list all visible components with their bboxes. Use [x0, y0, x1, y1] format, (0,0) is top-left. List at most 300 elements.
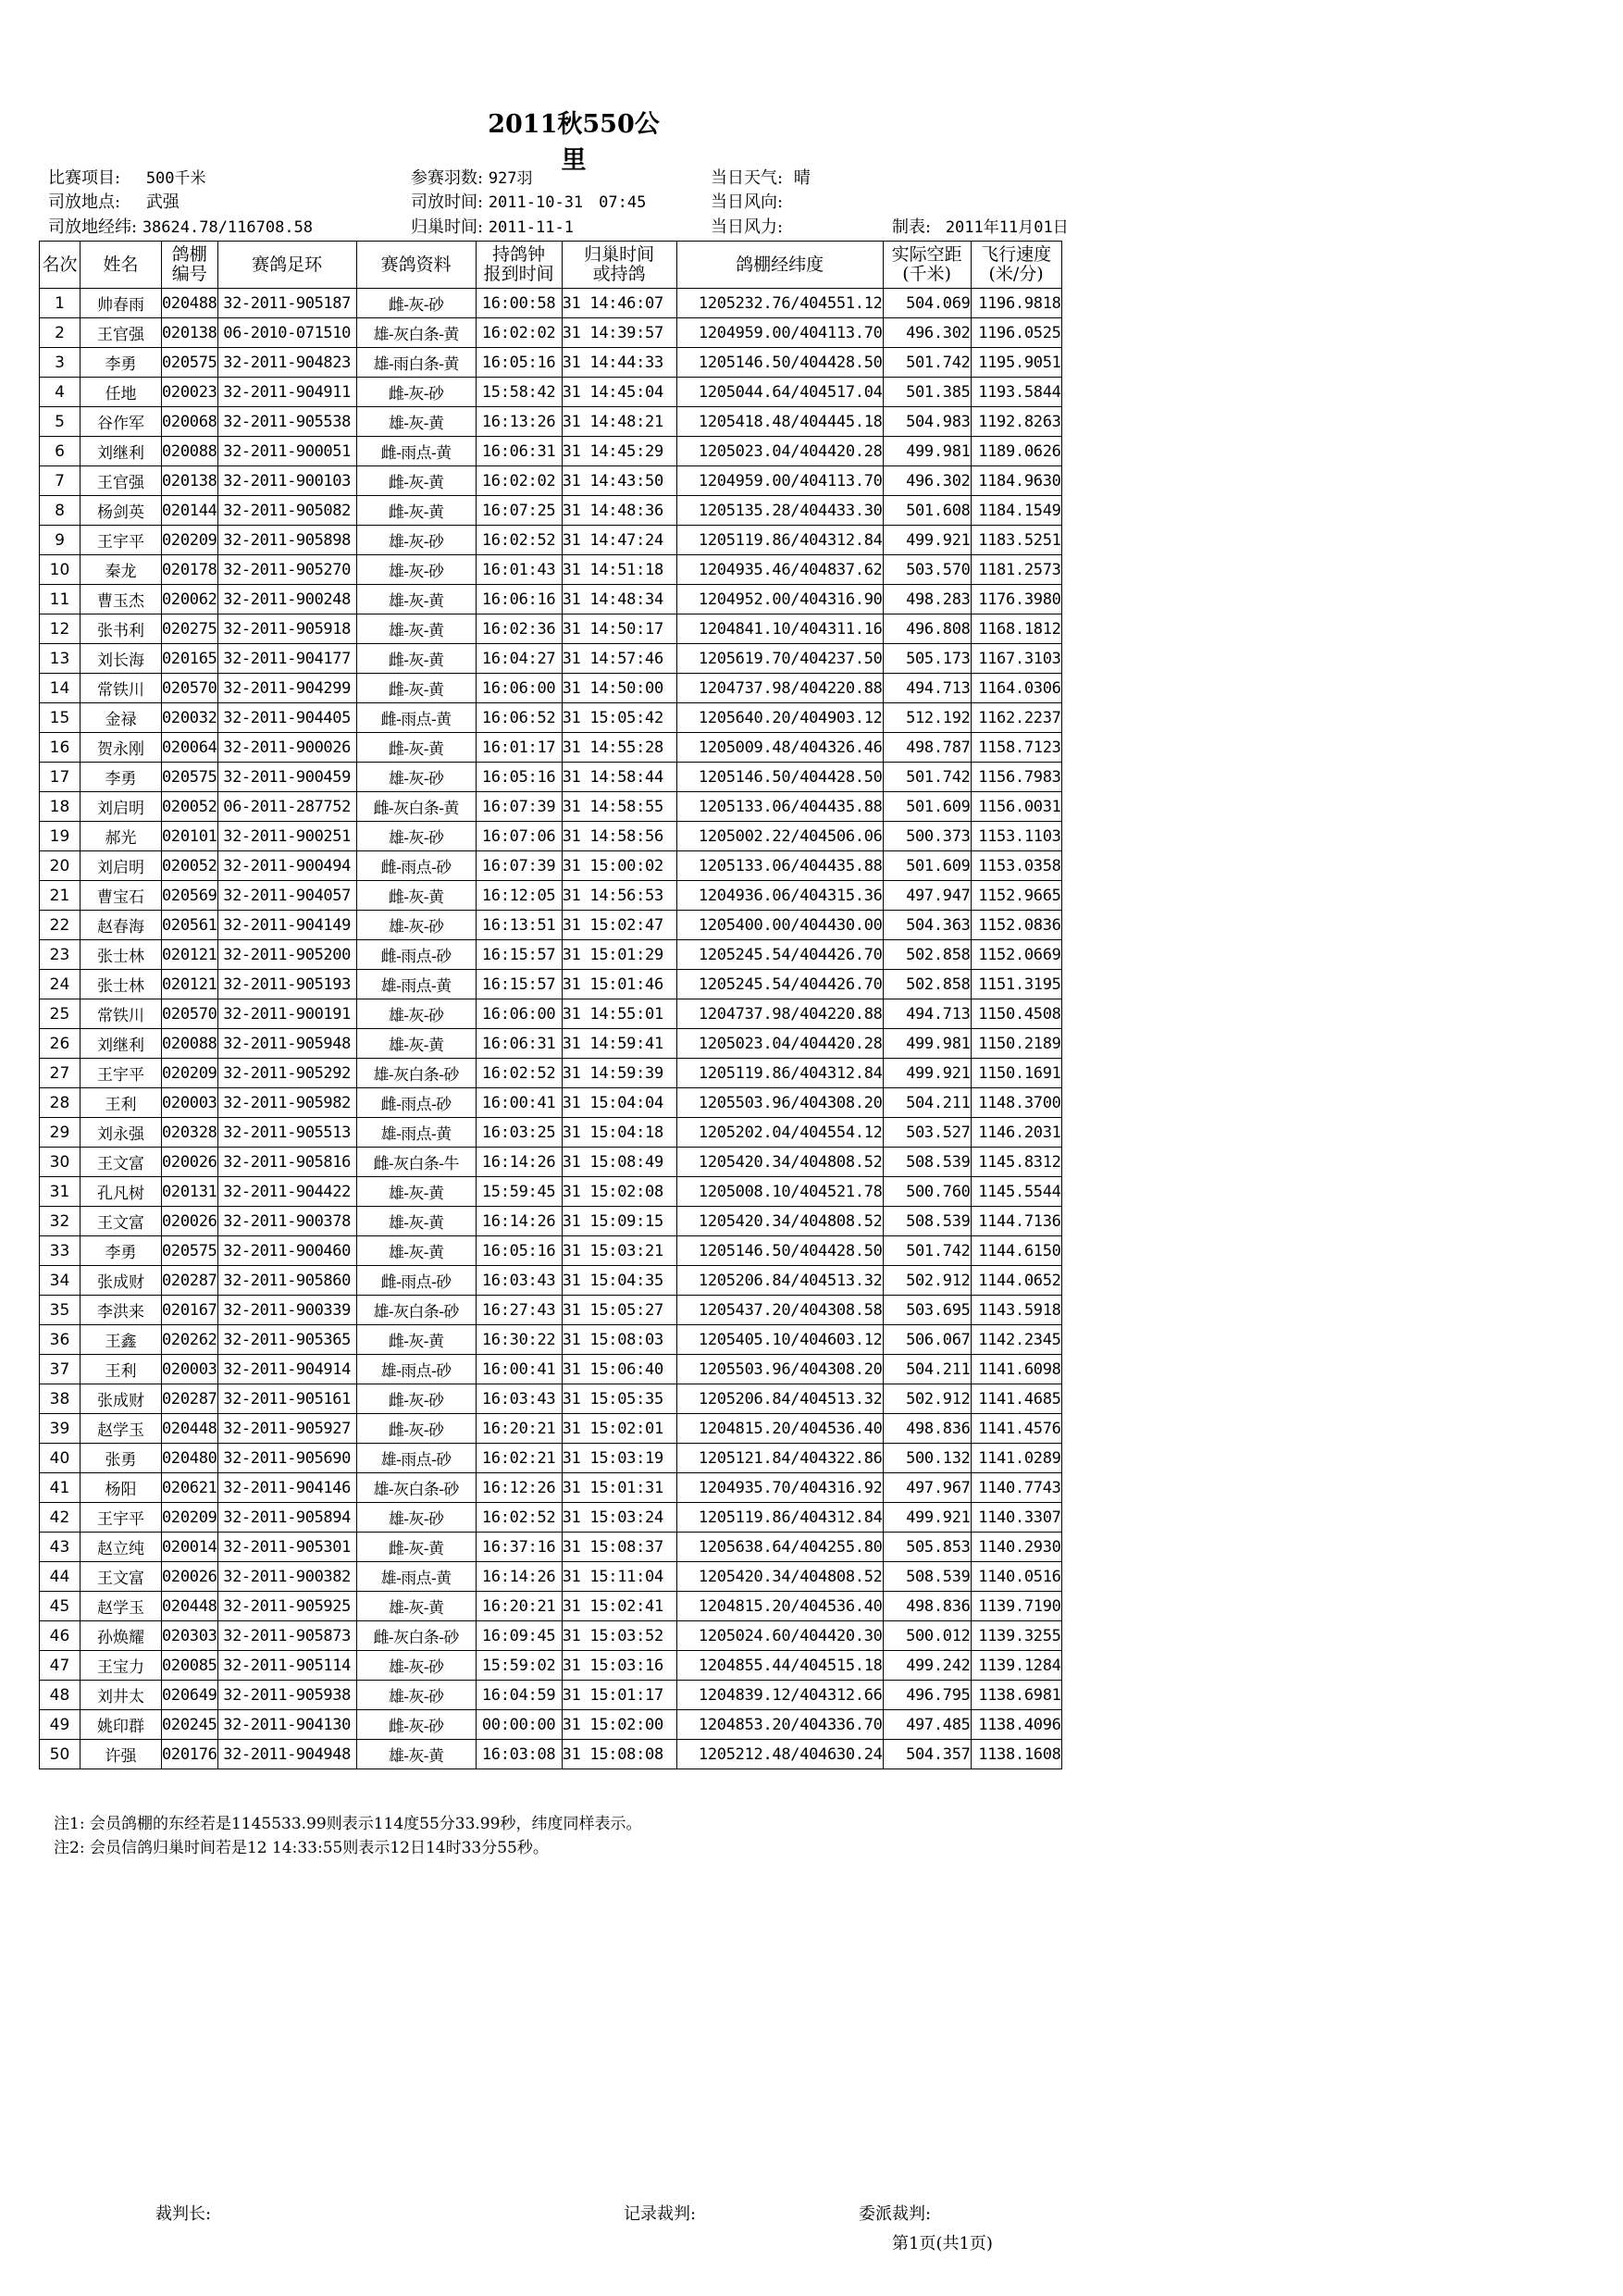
- rank-cell: 27: [40, 1059, 81, 1088]
- coords-cell: 1205133.06/404435.88: [676, 792, 883, 822]
- name-cell: 赵学玉: [81, 1414, 162, 1444]
- loft-cell: 020101: [162, 822, 218, 851]
- clock-cell: 16:07:06: [476, 822, 562, 851]
- return-time-cell: 31 14:48:34: [562, 585, 676, 614]
- loft-cell: 020167: [162, 1296, 218, 1325]
- note-2: 注2: 会员信鸽归巢时间若是12 14:33:55则表示12日14时33分55秒。: [54, 1839, 549, 1857]
- info-cell: 雄-灰-砂: [356, 1503, 476, 1533]
- loft-cell: 020026: [162, 1148, 218, 1177]
- table-row: [40, 822, 1062, 851]
- ring-cell: 32-2011-905193: [217, 970, 356, 999]
- speed-cell: 1150.1691: [971, 1059, 1061, 1088]
- info-cell: 雌-灰-黄: [356, 466, 476, 496]
- ring-cell: 32-2011-905898: [217, 526, 356, 555]
- coords-cell: 1205245.54/404426.70: [676, 940, 883, 970]
- weather-label: 当日天气:: [711, 168, 784, 188]
- info-cell: 雌-灰-黄: [356, 1325, 476, 1355]
- speed-cell: 1140.7743: [971, 1473, 1061, 1503]
- distance-cell: 504.211: [883, 1088, 971, 1118]
- clock-cell: 16:06:16: [476, 585, 562, 614]
- clock-cell: 16:03:43: [476, 1266, 562, 1296]
- coords-cell: 1205503.96/404308.20: [676, 1355, 883, 1384]
- ring-cell: 32-2011-904146: [217, 1473, 356, 1503]
- clock-cell: 16:37:16: [476, 1533, 562, 1562]
- wind-direction-label: 当日风向:: [711, 192, 784, 212]
- speed-cell: 1141.4576: [971, 1414, 1061, 1444]
- name-cell: 张士林: [81, 940, 162, 970]
- loft-cell: 020448: [162, 1414, 218, 1444]
- loft-cell: 020068: [162, 407, 218, 437]
- table-row: [40, 1681, 1062, 1710]
- speed-cell: 1196.0525: [971, 318, 1061, 348]
- release-place-value: 武强: [145, 192, 180, 212]
- name-cell: 王鑫: [81, 1325, 162, 1355]
- distance-cell: 498.836: [883, 1414, 971, 1444]
- coords-cell: 1205024.60/404420.30: [676, 1621, 883, 1651]
- coords-cell: 1205640.20/404903.12: [676, 703, 883, 733]
- name-cell: 常铁川: [81, 674, 162, 703]
- results-body: [40, 289, 1062, 1769]
- rank-cell: 19: [40, 822, 81, 851]
- speed-cell: 1148.3700: [971, 1088, 1061, 1118]
- rank-cell: 31: [40, 1177, 81, 1207]
- name-cell: 刘长海: [81, 644, 162, 674]
- coords-cell: 1204853.20/404336.70: [676, 1710, 883, 1740]
- table-row: [40, 1118, 1062, 1148]
- return-time-cell: 31 15:01:17: [562, 1681, 676, 1710]
- name-cell: 王宇平: [81, 1503, 162, 1533]
- speed-cell: 1138.1608: [971, 1740, 1061, 1769]
- ring-cell: 32-2011-905365: [217, 1325, 356, 1355]
- return-time-cell: 31 14:55:01: [562, 999, 676, 1029]
- speed-cell: 1158.7123: [971, 733, 1061, 763]
- ring-cell: 32-2011-904405: [217, 703, 356, 733]
- clock-cell: 16:07:39: [476, 851, 562, 881]
- rank-cell: 9: [40, 526, 81, 555]
- ring-cell: 32-2011-900026: [217, 733, 356, 763]
- distance-cell: 505.173: [883, 644, 971, 674]
- rank-cell: 7: [40, 466, 81, 496]
- table-row: [40, 792, 1062, 822]
- info-cell: 雄-灰-砂: [356, 1651, 476, 1681]
- loft-cell: 020178: [162, 555, 218, 585]
- weather-value: 晴: [793, 168, 811, 188]
- name-cell: 孔凡树: [81, 1177, 162, 1207]
- table-row: [40, 1444, 1062, 1473]
- distance-cell: 500.012: [883, 1621, 971, 1651]
- info-cell: 雌-灰-砂: [356, 1414, 476, 1444]
- distance-cell: 505.853: [883, 1533, 971, 1562]
- distance-cell: 504.069: [883, 289, 971, 318]
- rank-cell: 50: [40, 1740, 81, 1769]
- distance-cell: 501.609: [883, 792, 971, 822]
- info-cell: 雄-灰-黄: [356, 1236, 476, 1266]
- loft-cell: 020287: [162, 1384, 218, 1414]
- col-rank: 名次: [40, 242, 81, 289]
- coords-cell: 1204936.06/404315.36: [676, 881, 883, 911]
- ring-cell: 32-2011-905894: [217, 1503, 356, 1533]
- coords-cell: 1205619.70/404237.50: [676, 644, 883, 674]
- ring-cell: 32-2011-905918: [217, 614, 356, 644]
- loft-cell: 020165: [162, 644, 218, 674]
- distance-cell: 500.373: [883, 822, 971, 851]
- return-time-cell: 31 15:00:02: [562, 851, 676, 881]
- info-cell: 雌-灰-黄: [356, 733, 476, 763]
- return-time-cell: 31 15:04:04: [562, 1088, 676, 1118]
- coords-cell: 1205008.10/404521.78: [676, 1177, 883, 1207]
- info-cell: 雌-灰白条-黄: [356, 792, 476, 822]
- coords-cell: 1205206.84/404513.32: [676, 1384, 883, 1414]
- coords-cell: 1205119.86/404312.84: [676, 1503, 883, 1533]
- clock-cell: 16:14:26: [476, 1148, 562, 1177]
- rank-cell: 39: [40, 1414, 81, 1444]
- speed-cell: 1150.2189: [971, 1029, 1061, 1059]
- loft-cell: 020026: [162, 1207, 218, 1236]
- distance-cell: 499.921: [883, 526, 971, 555]
- coords-cell: 1204935.70/404316.92: [676, 1473, 883, 1503]
- return-time-cell: 31 14:47:24: [562, 526, 676, 555]
- return-time-cell: 31 14:48:36: [562, 496, 676, 526]
- return-time-cell: 31 15:02:00: [562, 1710, 676, 1740]
- return-time-cell: 31 15:02:08: [562, 1177, 676, 1207]
- rank-cell: 5: [40, 407, 81, 437]
- info-cell: 雌-雨点-黄: [356, 703, 476, 733]
- return-time-cell: 31 15:03:24: [562, 1503, 676, 1533]
- speed-cell: 1168.1812: [971, 614, 1061, 644]
- clock-cell: 16:14:26: [476, 1207, 562, 1236]
- return-time-cell: 31 15:03:52: [562, 1621, 676, 1651]
- table-row: [40, 1473, 1062, 1503]
- release-time-value: 2011-10-31 07:45: [488, 193, 647, 212]
- coords-cell: 1205121.84/404322.86: [676, 1444, 883, 1473]
- info-cell: 雌-雨点-砂: [356, 851, 476, 881]
- speed-cell: 1152.0836: [971, 911, 1061, 940]
- rank-cell: 37: [40, 1355, 81, 1384]
- return-time-cell: 31 14:44:33: [562, 348, 676, 378]
- ring-cell: 32-2011-900191: [217, 999, 356, 1029]
- name-cell: 王宇平: [81, 526, 162, 555]
- ring-cell: 32-2011-905082: [217, 496, 356, 526]
- rank-cell: 28: [40, 1088, 81, 1118]
- distance-cell: 500.132: [883, 1444, 971, 1473]
- speed-cell: 1140.2930: [971, 1533, 1061, 1562]
- speed-cell: 1192.8263: [971, 407, 1061, 437]
- coords-cell: 1205400.00/404430.00: [676, 911, 883, 940]
- coords-cell: 1205206.84/404513.32: [676, 1266, 883, 1296]
- loft-cell: 020003: [162, 1355, 218, 1384]
- ring-cell: 32-2011-900382: [217, 1562, 356, 1592]
- loft-cell: 020138: [162, 466, 218, 496]
- table-row: [40, 437, 1062, 466]
- info-cell: 雌-雨点-砂: [356, 1088, 476, 1118]
- table-row: [40, 1740, 1062, 1769]
- distance-cell: 502.912: [883, 1266, 971, 1296]
- return-time-cell: 31 14:56:53: [562, 881, 676, 911]
- rank-cell: 43: [40, 1533, 81, 1562]
- coords-cell: 1205002.22/404506.06: [676, 822, 883, 851]
- info-cell: 雄-灰-黄: [356, 614, 476, 644]
- wind-force-label: 当日风力:: [711, 217, 784, 237]
- ring-cell: 32-2011-905948: [217, 1029, 356, 1059]
- distance-cell: 498.836: [883, 1592, 971, 1621]
- info-cell: 雌-雨点-砂: [356, 1266, 476, 1296]
- table-row: [40, 1029, 1062, 1059]
- clock-cell: 16:27:43: [476, 1296, 562, 1325]
- ring-cell: 06-2010-071510: [217, 318, 356, 348]
- clock-cell: 16:01:17: [476, 733, 562, 763]
- name-cell: 王文富: [81, 1207, 162, 1236]
- loft-cell: 020275: [162, 614, 218, 644]
- distance-cell: 512.192: [883, 703, 971, 733]
- clock-cell: 16:01:43: [476, 555, 562, 585]
- info-cell: 雄-灰-黄: [356, 1029, 476, 1059]
- col-loft: 鸽棚 编号: [162, 242, 218, 289]
- table-row: [40, 407, 1062, 437]
- rank-cell: 48: [40, 1681, 81, 1710]
- speed-cell: 1153.1103: [971, 822, 1061, 851]
- meta-weather: [711, 165, 811, 189]
- rank-cell: 44: [40, 1562, 81, 1592]
- return-time-cell: 31 15:04:35: [562, 1266, 676, 1296]
- ring-cell: 32-2011-905816: [217, 1148, 356, 1177]
- info-cell: 雄-灰-砂: [356, 1681, 476, 1710]
- name-cell: 李洪来: [81, 1296, 162, 1325]
- rank-cell: 33: [40, 1236, 81, 1266]
- name-cell: 李勇: [81, 1236, 162, 1266]
- speed-cell: 1156.7983: [971, 763, 1061, 792]
- speed-cell: 1167.3103: [971, 644, 1061, 674]
- clock-cell: 16:09:45: [476, 1621, 562, 1651]
- distance-cell: 503.695: [883, 1296, 971, 1325]
- loft-cell: 020023: [162, 378, 218, 407]
- record-judge-label: 记录裁判:: [624, 2204, 697, 2224]
- col-info: 赛鸽资料: [356, 242, 476, 289]
- table-row: [40, 1562, 1062, 1592]
- distance-cell: 502.858: [883, 970, 971, 999]
- distance-cell: 501.742: [883, 763, 971, 792]
- return-time-cell: 31 14:55:28: [562, 733, 676, 763]
- coords-cell: 1204935.46/404837.62: [676, 555, 883, 585]
- coords-cell: 1204841.10/404311.16: [676, 614, 883, 644]
- loft-cell: 020570: [162, 999, 218, 1029]
- coords-cell: 1205119.86/404312.84: [676, 526, 883, 555]
- rank-cell: 23: [40, 940, 81, 970]
- rank-cell: 47: [40, 1651, 81, 1681]
- meta-event: [48, 165, 206, 189]
- rank-cell: 13: [40, 644, 81, 674]
- ring-cell: 32-2011-905301: [217, 1533, 356, 1562]
- speed-cell: 1193.5844: [971, 378, 1061, 407]
- distance-cell: 494.713: [883, 999, 971, 1029]
- clock-cell: 16:20:21: [476, 1592, 562, 1621]
- rank-cell: 16: [40, 733, 81, 763]
- rank-cell: 3: [40, 348, 81, 378]
- release-coords-value: 38624.78/116708.58: [142, 218, 314, 237]
- info-cell: 雌-灰-黄: [356, 674, 476, 703]
- loft-cell: 020064: [162, 733, 218, 763]
- table-row: [40, 1533, 1062, 1562]
- distance-cell: 503.570: [883, 555, 971, 585]
- name-cell: 任地: [81, 378, 162, 407]
- rank-cell: 35: [40, 1296, 81, 1325]
- name-cell: 李勇: [81, 763, 162, 792]
- speed-cell: 1139.3255: [971, 1621, 1061, 1651]
- info-cell: 雄-灰白条-黄: [356, 318, 476, 348]
- rank-cell: 36: [40, 1325, 81, 1355]
- info-cell: 雄-雨白条-黄: [356, 348, 476, 378]
- distance-cell: 501.742: [883, 1236, 971, 1266]
- info-cell: 雄-灰-黄: [356, 1207, 476, 1236]
- table-row: [40, 614, 1062, 644]
- table-row: [40, 526, 1062, 555]
- info-cell: 雌-雨点-黄: [356, 437, 476, 466]
- loft-cell: 020448: [162, 1592, 218, 1621]
- table-row: [40, 1710, 1062, 1740]
- table-row: [40, 1384, 1062, 1414]
- return-time-cell: 31 15:03:21: [562, 1236, 676, 1266]
- clock-cell: 16:13:51: [476, 911, 562, 940]
- table-row: [40, 763, 1062, 792]
- rank-cell: 8: [40, 496, 81, 526]
- ring-cell: 32-2011-904911: [217, 378, 356, 407]
- coords-cell: 1205212.48/404630.24: [676, 1740, 883, 1769]
- info-cell: 雌-灰-黄: [356, 881, 476, 911]
- speed-cell: 1144.6150: [971, 1236, 1061, 1266]
- loft-cell: 020052: [162, 851, 218, 881]
- name-cell: 张书利: [81, 614, 162, 644]
- speed-cell: 1139.1284: [971, 1651, 1061, 1681]
- loft-cell: 020287: [162, 1266, 218, 1296]
- name-cell: 刘永强: [81, 1118, 162, 1148]
- clock-cell: 16:06:00: [476, 999, 562, 1029]
- rank-cell: 24: [40, 970, 81, 999]
- clock-cell: 16:05:16: [476, 763, 562, 792]
- event-value: 500千米: [145, 169, 206, 188]
- info-cell: 雄-灰-砂: [356, 999, 476, 1029]
- ring-cell: 32-2011-905538: [217, 407, 356, 437]
- results-table: [39, 241, 1062, 1769]
- return-time-cell: 31 15:05:27: [562, 1296, 676, 1325]
- info-cell: 雌-灰白条-砂: [356, 1621, 476, 1651]
- return-time-cell: 31 15:01:31: [562, 1473, 676, 1503]
- event-label: 比赛项目:: [48, 168, 121, 188]
- table-row: [40, 1296, 1062, 1325]
- distance-cell: 500.760: [883, 1177, 971, 1207]
- return-time-cell: 31 15:08:49: [562, 1148, 676, 1177]
- return-time-cell: 31 15:01:29: [562, 940, 676, 970]
- clock-cell: 16:02:52: [476, 1503, 562, 1533]
- speed-cell: 1164.0306: [971, 674, 1061, 703]
- release-coords-label: 司放地经纬:: [48, 217, 138, 237]
- notes: [54, 1812, 641, 1860]
- return-time-cell: 31 15:02:01: [562, 1414, 676, 1444]
- distance-cell: 502.858: [883, 940, 971, 970]
- ring-cell: 32-2011-904149: [217, 911, 356, 940]
- info-cell: 雄-灰-砂: [356, 822, 476, 851]
- loft-cell: 020032: [162, 703, 218, 733]
- speed-cell: 1162.2237: [971, 703, 1061, 733]
- info-cell: 雄-灰-黄: [356, 1177, 476, 1207]
- name-cell: 刘井太: [81, 1681, 162, 1710]
- col-return-time: 归巢时间 或持鸽: [562, 242, 676, 289]
- coords-cell: 1205405.10/404603.12: [676, 1325, 883, 1355]
- return-time-cell: 31 15:11:04: [562, 1562, 676, 1592]
- page-number: 第1页(共1页): [892, 2234, 993, 2253]
- table-row: [40, 496, 1062, 526]
- info-cell: 雄-雨点-黄: [356, 970, 476, 999]
- ring-cell: 32-2011-905513: [217, 1118, 356, 1148]
- loft-cell: 020052: [162, 792, 218, 822]
- coords-cell: 1204815.20/404536.40: [676, 1592, 883, 1621]
- clock-cell: 16:15:57: [476, 970, 562, 999]
- table-row: [40, 1414, 1062, 1444]
- distance-cell: 508.539: [883, 1562, 971, 1592]
- table-row: [40, 1059, 1062, 1088]
- rank-cell: 18: [40, 792, 81, 822]
- name-cell: 曹玉杰: [81, 585, 162, 614]
- name-cell: 常铁川: [81, 999, 162, 1029]
- name-cell: 郝光: [81, 822, 162, 851]
- return-time-cell: 31 14:59:41: [562, 1029, 676, 1059]
- clock-cell: 16:14:26: [476, 1562, 562, 1592]
- rank-cell: 2: [40, 318, 81, 348]
- note-1: 注1: 会员鸽棚的东经若是1145533.99则表示114度55分33.99秒，纬度同样表示。: [54, 1815, 642, 1833]
- rank-cell: 6: [40, 437, 81, 466]
- name-cell: 帅春雨: [81, 289, 162, 318]
- loft-cell: 020088: [162, 437, 218, 466]
- info-cell: 雌-灰-砂: [356, 1710, 476, 1740]
- speed-cell: 1152.0669: [971, 940, 1061, 970]
- clock-cell: 16:03:43: [476, 1384, 562, 1414]
- loft-cell: 020621: [162, 1473, 218, 1503]
- ring-cell: 32-2011-905938: [217, 1681, 356, 1710]
- name-cell: 王宇平: [81, 1059, 162, 1088]
- distance-cell: 501.385: [883, 378, 971, 407]
- ring-cell: 32-2011-905270: [217, 555, 356, 585]
- name-cell: 赵春海: [81, 911, 162, 940]
- name-cell: 张成财: [81, 1266, 162, 1296]
- return-time-label: 归巢时间:: [411, 217, 484, 237]
- table-row: [40, 674, 1062, 703]
- loft-cell: 020570: [162, 674, 218, 703]
- name-cell: 王官强: [81, 318, 162, 348]
- return-time-cell: 31 15:01:46: [562, 970, 676, 999]
- table-row: [40, 318, 1062, 348]
- loft-cell: 020575: [162, 1236, 218, 1266]
- table-row: [40, 703, 1062, 733]
- speed-cell: 1141.4685: [971, 1384, 1061, 1414]
- made-value: 2011年11月01日: [945, 218, 1069, 237]
- loft-cell: 020138: [162, 318, 218, 348]
- clock-cell: 15:59:02: [476, 1651, 562, 1681]
- table-row: [40, 1266, 1062, 1296]
- loft-cell: 020488: [162, 289, 218, 318]
- meta-release-place: [48, 189, 180, 213]
- col-clock-time: 持鸽钟 报到时间: [476, 242, 562, 289]
- return-time-cell: 31 15:08:03: [562, 1325, 676, 1355]
- distance-cell: 498.283: [883, 585, 971, 614]
- speed-cell: 1140.3307: [971, 1503, 1061, 1533]
- coords-cell: 1205420.34/404808.52: [676, 1562, 883, 1592]
- clock-cell: 16:02:02: [476, 466, 562, 496]
- table-row: [40, 1621, 1062, 1651]
- clock-cell: 16:06:00: [476, 674, 562, 703]
- table-row: [40, 1592, 1062, 1621]
- loft-cell: 020088: [162, 1029, 218, 1059]
- loft-cell: 020262: [162, 1325, 218, 1355]
- coords-cell: 1205202.04/404554.12: [676, 1118, 883, 1148]
- ring-cell: 32-2011-900339: [217, 1296, 356, 1325]
